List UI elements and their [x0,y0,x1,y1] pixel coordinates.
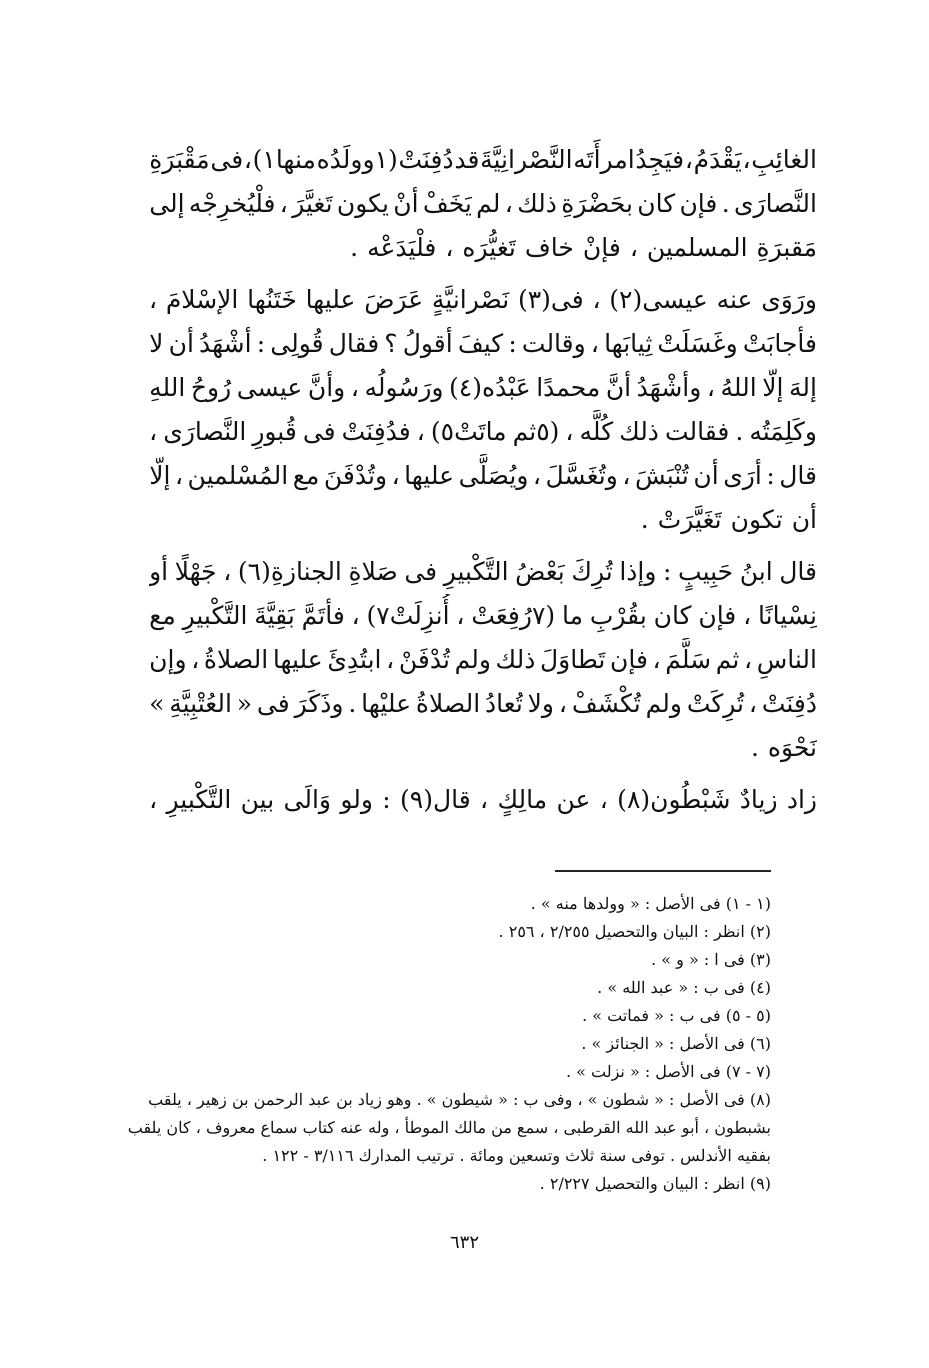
text-line [149,726,817,770]
word: منها١) [252,145,316,174]
word: فى [404,557,438,586]
word: عن [556,785,591,814]
word: : [663,557,672,586]
text-line [149,682,817,726]
word: وذَكَرَ [294,689,344,718]
word: مع [149,601,176,630]
word: إلّا [149,461,171,490]
word: لم [476,189,501,218]
word: كيفَ [457,329,504,358]
word: التَّكْبيرِ [182,601,248,630]
word: قال(٩) [400,785,471,814]
word: النَّصْرانِيَّةَ [480,145,573,174]
word: تُكْشَفْ [571,689,641,718]
word: حَبِيبٍ [678,557,734,586]
word: قُولِى [270,329,324,358]
word: وقالت [521,329,586,358]
word: أن [168,329,194,358]
word: (٧رُفِعَتْ [471,601,556,630]
word: عليها [404,461,455,490]
word: وغَسَلَتْ [657,329,738,358]
word: ، [504,189,513,218]
footnote-continuation: بفقيه الأندلس . توفى سنة ثلاث وتسعين ومائة . ترتيب المدارك ٣/١١٦ - ١٢٢ . [262,1146,771,1165]
word: . [750,733,759,762]
word: ، [445,233,454,262]
word: ، [480,785,489,814]
word: تُنْبَشَ [634,461,689,490]
word: اللهِ [149,373,186,402]
footnote: (٩) انظر : البيان والتحصيل ٢/٢٢٧ . [539,1174,771,1193]
word: فى [256,689,290,718]
word: محمدًا [536,373,601,402]
footnote-continuation: بشبطون ، أبو عبد الله القرطبى ، سمع من مالك الموطأ ، وله عنه كتاب سماع معروف ، كان يلقب [127,1118,771,1137]
word: مالِكٍ [497,785,548,814]
footnote: (٣) فى ا : « و » . [651,950,771,969]
text-line [149,226,817,270]
word: ولم [454,645,491,674]
word: تَغَيَّرَتْ [657,505,722,534]
word: ، [149,785,158,814]
text-line [149,182,817,226]
paragraph-gap [149,542,817,550]
word: المسلمين [646,233,748,262]
word: فإن [679,189,718,218]
word: النَّصارَى [163,417,247,446]
word: فدُفِنَتْ [341,417,411,446]
word: نَحْوَه [767,733,817,762]
word: فقال [328,329,380,358]
word: كان [637,189,676,218]
word: أقولُ [402,329,453,358]
word: خاف [524,233,574,262]
word: ، [174,461,184,490]
footnote: (٧ - ٧) فى الأصل : « نزلت » . [565,1062,771,1081]
word: اللهُ [720,373,757,402]
word: ابنُ [739,557,773,586]
word: ، [386,645,395,674]
footnote: (٥ - ٥) فى ب : « فماتت » . [582,1006,771,1025]
word: ، [191,645,200,674]
word: ، [622,461,631,490]
word: عَرَضَ [364,285,424,314]
word: أشْهَدُ [199,329,252,358]
word: الجنازةِ(٦) [237,557,342,586]
word: ، [748,689,757,718]
word: فى [210,145,244,174]
footnote: (٨) فى الأصل : « شطون » ، وفى ب : « شيطون » . وهو زياد بن عبد الرحمن بن زهير ، يلقب [148,1090,771,1109]
word: فى [302,417,336,446]
word: تَطاوَلَ [540,645,606,674]
word: كان [653,601,692,630]
word: أنْ [393,189,419,218]
word: أُنزِلَتْ٧) [366,601,450,630]
word: ، [743,601,752,630]
text-line [149,138,817,182]
word: بَقِيَّةَ [254,601,295,630]
text-line [149,410,817,454]
word: عليها [305,285,356,314]
word: فلْيَدَعْه [367,233,437,262]
word: ، [590,329,599,358]
word: ، [351,601,360,630]
word: يَقْدَمُ [693,145,742,174]
word: ذلك [495,645,536,674]
word: ، [243,145,252,174]
text-line [149,594,817,638]
word: وَالَى [283,785,331,814]
word: بقُرْبِ [589,601,647,630]
word: ذلك [619,417,659,446]
word: عيسى [236,373,303,402]
footnote-separator [555,870,771,872]
word: لا [149,329,164,358]
word: شَبْطُون(٨) [617,785,731,814]
word: وإذا [619,557,657,586]
word: ولو [340,785,373,814]
word: بين [240,785,275,814]
word: قال [779,557,817,586]
word: ، [558,689,567,718]
word: المُسْلمين [187,461,289,490]
word: دُفِنَتْ [761,689,817,718]
word: بحَضْرَةِ [561,189,633,218]
word: دُفِنَتْ [398,145,454,174]
word: إلى [149,189,185,218]
paragraph-gap [149,770,817,778]
word: : [508,329,517,358]
word: ، [391,461,400,490]
word: : [382,785,391,814]
main-text [149,138,817,822]
text-line [149,550,817,594]
word: . [348,689,357,718]
word: الناسِ [756,645,817,674]
word: قال [779,461,817,490]
word: تُرِكَتْ [686,689,745,718]
word: ، [599,785,608,814]
word: ، [706,373,715,402]
word: تَغيُّرَه [462,233,516,262]
word: ، [565,417,574,446]
word: ، [744,645,753,674]
word: النَّصارَى [733,189,817,218]
word: ، [742,145,751,174]
word: ، [592,285,601,314]
word: ، [532,461,541,490]
word: تُعادُ [485,689,523,718]
text-line [149,454,817,498]
word: وأنَّ [307,373,346,402]
paragraph-gap [149,270,817,278]
word: ، [149,417,158,446]
footnote: (٦) فى الأصل : « الجنائز » . [581,1034,771,1053]
word: أرَى [723,461,762,490]
word: خَتَنُها [247,285,297,314]
text-line [149,322,817,366]
word: أنَّ [605,373,632,402]
footnotes [111,890,771,1198]
word: ، [456,601,465,630]
word: سَلَّمَ [665,645,712,674]
word: . [640,505,649,534]
word: زاد [786,785,817,814]
text-line [149,366,817,410]
text-line [149,778,817,822]
word: الإسْلامَ [165,285,239,314]
word: أن [693,461,719,490]
word: جَهْلًا [174,557,217,586]
word: عليها [272,645,323,674]
word: . [721,189,730,218]
word: مَقْبَرَةِ [149,145,210,174]
word: فإن [698,601,737,630]
footnote: (٢) انظر : البيان والتحصيل ٢/٢٥٥ ، ٢٥٦ . [498,922,771,941]
word: فإن [609,645,648,674]
word: فلْيُخرِجْه [188,189,276,218]
word: الصلاةُ [203,645,269,674]
word: تكون [730,505,783,534]
word: بَعْضُ [515,557,565,586]
word: مَقبرَةِ [756,233,817,262]
word: . [735,417,744,446]
word: تُدْفَنْ [398,645,450,674]
page-number: ٦٣٢ [449,1232,479,1253]
word: رُوحُ [190,373,232,402]
word: (١وولَدُه [316,145,398,174]
word: فإنْ [582,233,621,262]
text-line [149,498,817,542]
word: الغائِبِ [751,145,817,174]
word: وتُدْفَنَ [323,461,388,490]
word: عَبْدُه(٤) [449,373,531,402]
word: ، [223,557,232,586]
word: وتُغَسَّلَ [545,461,618,490]
word: نَصْرانيَّةٍ [431,285,510,314]
word: التَّكْبيرِ [443,557,509,586]
word: فى(٣) [517,285,584,314]
word: « [236,689,253,718]
word: يَخَفْ [422,189,472,218]
word: قد [454,145,480,174]
word: فأجابَتْ [742,329,817,358]
word: عليْها [361,689,412,718]
word: كُلَّه [579,417,614,446]
word: إلّا [762,373,784,402]
word: . [350,233,359,262]
word: فيَجِدُ [635,145,685,174]
word: ولم [645,689,682,718]
word: امرأَتَه [573,145,635,174]
word: ذلك [517,189,557,218]
word: ورَوَى [761,285,817,314]
word: ، [684,145,693,174]
word: أن [791,505,817,534]
word: ثم [715,645,740,674]
word: ويُصَلَّى [458,461,529,490]
word: العُتْبِيَّةِ [169,689,232,718]
word: ، [350,373,359,402]
word: يكون [336,189,389,218]
word: وأشْهَدُ [636,373,702,402]
word: ، [416,417,425,446]
word: زيادٌ [739,785,778,814]
word: صَلاةِ [348,557,398,586]
word: وكَلِمَتُه [749,417,817,446]
word: ، [652,645,661,674]
word: أو [149,557,169,586]
word: التَّكْبيرِ [166,785,232,814]
text-line [149,638,817,682]
word: » [149,689,165,718]
word: عيسى(٢) [609,285,708,314]
word: عنه [716,285,753,314]
word: ورَسُولُه [364,373,444,402]
footnote: (١ - ١) فى الأصل : « وولدها منه » . [530,894,771,913]
word: تُرِكَ [571,557,613,586]
word: إلهَ [789,373,817,402]
word: ثِيابَها [604,329,653,358]
word: (٥ثم [512,417,560,446]
word: ؟ [384,329,398,358]
word: قُبورِ [252,417,297,446]
word: الصلاةُ [415,689,481,718]
word: فأتَمَّ [301,601,345,630]
word: فقالت [664,417,730,446]
word: مع [292,461,320,490]
word: ماتَتْ٥) [430,417,507,446]
word: ابتُدِئَ [327,645,382,674]
word: : [256,329,266,358]
text-line [149,278,817,322]
word: ، [149,285,158,314]
word: نِسْيانًا [758,601,817,630]
word: ، [279,189,288,218]
word: : [766,461,775,490]
word: ما [562,601,584,630]
word: ، [629,233,638,262]
footnote: (٤) فى ب : « عبد الله » . [597,978,771,997]
word: ولا [527,689,555,718]
word: وإن [149,645,187,674]
word: تَغيَّرَ [292,189,333,218]
